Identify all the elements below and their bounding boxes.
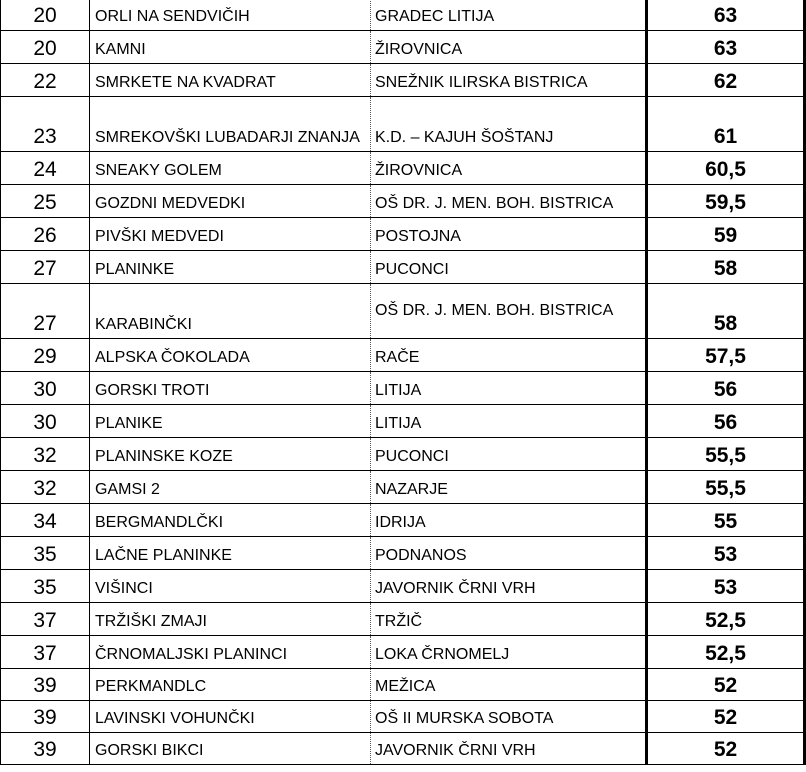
rank-cell: 30 xyxy=(1,405,90,438)
rank-cell: 39 xyxy=(1,669,90,701)
team-cell: TRŽIŠKI ZMAJI xyxy=(90,603,371,636)
place-cell: IDRIJA xyxy=(371,504,647,537)
rank-cell: 27 xyxy=(1,284,90,339)
table-row xyxy=(1,405,805,438)
place-cell: GRADEC LITIJA xyxy=(371,0,647,31)
team-cell: ALPSKA ČOKOLADA xyxy=(90,339,371,372)
score-cell: 63 xyxy=(647,31,805,64)
score-cell: 56 xyxy=(647,372,805,405)
score-cell: 58 xyxy=(647,284,805,339)
team-cell: PLANIKE xyxy=(90,405,371,438)
score-cell: 52 xyxy=(647,701,805,733)
team-cell: LAČNE PLANINKE xyxy=(90,537,371,570)
team-cell: GOZDNI MEDVEDKI xyxy=(90,185,371,218)
table-row xyxy=(1,603,805,636)
table-row xyxy=(1,31,805,64)
table-row xyxy=(1,570,805,603)
rank-cell: 39 xyxy=(1,733,90,765)
place-cell: LITIJA xyxy=(371,405,647,438)
score-cell: 57,5 xyxy=(647,339,805,372)
score-cell: 63 xyxy=(647,0,805,31)
score-cell: 61 xyxy=(647,97,805,152)
team-cell: KARABINČKI xyxy=(90,284,371,339)
team-cell: BERGMANDLČKI xyxy=(90,504,371,537)
score-cell: 60,5 xyxy=(647,152,805,185)
table-row xyxy=(1,701,805,733)
place-cell: PODNANOS xyxy=(371,537,647,570)
table-row xyxy=(1,0,805,31)
score-cell: 53 xyxy=(647,537,805,570)
table-row xyxy=(1,218,805,251)
table-row xyxy=(1,504,805,537)
score-cell: 53 xyxy=(647,570,805,603)
place-cell: PUCONCI xyxy=(371,438,647,471)
rank-cell: 20 xyxy=(1,31,90,64)
place-cell: POSTOJNA xyxy=(371,218,647,251)
rank-cell: 35 xyxy=(1,537,90,570)
score-cell: 55,5 xyxy=(647,471,805,504)
place-cell: TRŽIČ xyxy=(371,603,647,636)
place-cell: RAČE xyxy=(371,339,647,372)
team-cell: LAVINSKI VOHUNČKI xyxy=(90,701,371,733)
rank-cell: 37 xyxy=(1,636,90,669)
place-cell: JAVORNIK ČRNI VRH xyxy=(371,570,647,603)
rank-cell: 35 xyxy=(1,570,90,603)
score-cell: 52 xyxy=(647,733,805,765)
score-cell: 52 xyxy=(647,669,805,701)
rank-cell: 37 xyxy=(1,603,90,636)
table-row xyxy=(1,251,805,284)
rank-cell: 23 xyxy=(1,97,90,152)
rank-cell: 30 xyxy=(1,372,90,405)
team-cell: ORLI NA SENDVIČIH xyxy=(90,0,371,31)
place-cell: PUCONCI xyxy=(371,251,647,284)
score-cell: 52,5 xyxy=(647,636,805,669)
team-cell: GORSKI TROTI xyxy=(90,372,371,405)
place-cell: LITIJA xyxy=(371,372,647,405)
team-cell: PLANINKE xyxy=(90,251,371,284)
place-cell: JAVORNIK ČRNI VRH xyxy=(371,733,647,765)
score-cell: 59,5 xyxy=(647,185,805,218)
table-row xyxy=(1,97,805,152)
score-cell: 56 xyxy=(647,405,805,438)
place-cell: NAZARJE xyxy=(371,471,647,504)
team-cell: PLANINSKE KOZE xyxy=(90,438,371,471)
team-cell: SMREKOVŠKI LUBADARJI ZNANJA xyxy=(90,97,371,152)
table-row xyxy=(1,152,805,185)
team-cell: SMRKETE NA KVADRAT xyxy=(90,64,371,97)
place-cell: MEŽICA xyxy=(371,669,647,701)
table-row xyxy=(1,537,805,570)
score-cell: 55 xyxy=(647,504,805,537)
table-row xyxy=(1,64,805,97)
table-row xyxy=(1,284,805,339)
table-row xyxy=(1,636,805,669)
rank-cell: 25 xyxy=(1,185,90,218)
place-cell xyxy=(371,284,647,339)
team-cell: SNEAKY GOLEM xyxy=(90,152,371,185)
rank-cell: 22 xyxy=(1,64,90,97)
score-cell: 52,5 xyxy=(647,603,805,636)
table-row xyxy=(1,669,805,701)
rank-cell: 34 xyxy=(1,504,90,537)
team-cell: ČRNOMALJSKI PLANINCI xyxy=(90,636,371,669)
score-cell: 58 xyxy=(647,251,805,284)
rank-cell: 27 xyxy=(1,251,90,284)
table-row xyxy=(1,438,805,471)
rank-cell: 39 xyxy=(1,701,90,733)
table-row xyxy=(1,471,805,504)
team-cell: VIŠINCI xyxy=(90,570,371,603)
table-row xyxy=(1,339,805,372)
team-cell: GORSKI BIKCI xyxy=(90,733,371,765)
score-cell: 59 xyxy=(647,218,805,251)
team-cell: GAMSI 2 xyxy=(90,471,371,504)
table-row xyxy=(1,372,805,405)
team-cell: PERKMANDLC xyxy=(90,669,371,701)
place-cell: ŽIROVNICA xyxy=(371,152,647,185)
place-cell: OŠ II MURSKA SOBOTA xyxy=(371,701,647,733)
place-cell: SNEŽNIK ILIRSKA BISTRICA xyxy=(371,64,647,97)
rank-cell: 26 xyxy=(1,218,90,251)
rank-cell: 24 xyxy=(1,152,90,185)
team-cell: KAMNI xyxy=(90,31,371,64)
place-cell: K.D. – KAJUH ŠOŠTANJ xyxy=(371,97,647,152)
table-row xyxy=(1,733,805,765)
rank-cell: 32 xyxy=(1,471,90,504)
table-row xyxy=(1,185,805,218)
score-cell: 55,5 xyxy=(647,438,805,471)
place-cell: LOKA ČRNOMELJ xyxy=(371,636,647,669)
rank-cell: 20 xyxy=(1,0,90,31)
rank-cell: 32 xyxy=(1,438,90,471)
score-cell: 62 xyxy=(647,64,805,97)
place-text: OŠ DR. J. MEN. BOH. BISTRICA xyxy=(375,302,614,319)
rank-cell: 29 xyxy=(1,339,90,372)
place-cell: ŽIROVNICA xyxy=(371,31,647,64)
team-cell: PIVŠKI MEDVEDI xyxy=(90,218,371,251)
place-cell: OŠ DR. J. MEN. BOH. BISTRICA xyxy=(371,185,647,218)
